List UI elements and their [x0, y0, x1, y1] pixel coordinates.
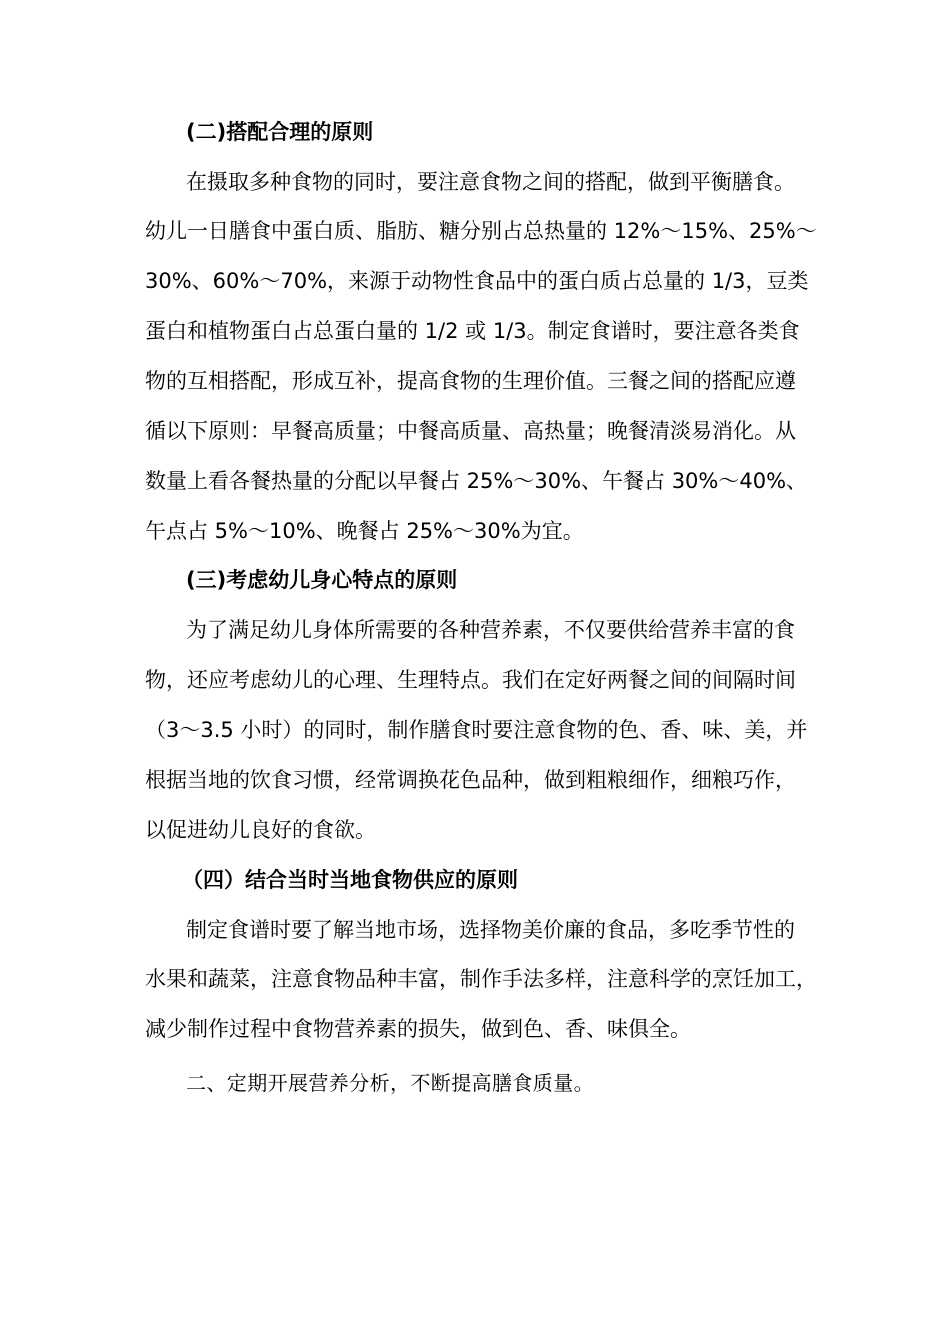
section-heading-3: (三)考虑幼儿身心特点的原则	[186, 568, 458, 592]
paragraph-line: 午点占 5%～10%、晚餐占 25%～30%为宜。	[145, 519, 584, 543]
paragraph-line: 蛋白和植物蛋白占总蛋白量的 1/2 或 1/3。制定食谱时，要注意各类食	[145, 319, 800, 343]
paragraph-line: 物的互相搭配，形成互补，提高食物的生理价值。三餐之间的搭配应遵	[145, 369, 796, 393]
paragraph-line: 制定食谱时要了解当地市场，选择物美价廉的食品，多吃季节性的	[186, 918, 795, 942]
paragraph-line: 减少制作过程中食物营养素的损失，做到色、香、味俱全。	[145, 1017, 691, 1041]
paragraph-line: 循以下原则：早餐高质量；中餐高质量、高热量；晚餐清淡易消化。从	[145, 419, 796, 443]
paragraph-line: 根据当地的饮食习惯，经常调换花色品种，做到粗粮细作，细粮巧作，	[145, 768, 796, 792]
paragraph-line: 幼儿一日膳食中蛋白质、脂肪、糖分别占总热量的 12%～15%、25%～	[145, 219, 817, 243]
paragraph-line: 30%、60%～70%，来源于动物性食品中的蛋白质占总量的 1/3，豆类	[145, 269, 809, 293]
paragraph-line: 水果和蔬菜，注意食物品种丰富，制作手法多样，注意科学的烹饪加工，	[145, 967, 817, 991]
paragraph-line: 为了满足幼儿身体所需要的各种营养素，不仅要供给营养丰富的食	[186, 618, 795, 642]
paragraph-line: 以促进幼儿良好的食欲。	[145, 818, 376, 842]
final-heading: 二、定期开展营养分析，不断提高膳食质量。	[186, 1071, 594, 1095]
section-heading-4: （四）结合当时当地食物供应的原则	[182, 868, 518, 892]
section-heading-2: (二)搭配合理的原则	[186, 120, 374, 144]
paragraph-line: 数量上看各餐热量的分配以早餐占 25%～30%、午餐占 30%～40%、	[145, 469, 808, 493]
paragraph-line: 物，还应考虑幼儿的心理、生理特点。我们在定好两餐之间的间隔时间	[145, 668, 796, 692]
paragraph-line: （3～3.5 小时）的同时，制作膳食时要注意食物的色、香、味、美，并	[145, 718, 808, 742]
paragraph-line: 在摄取多种食物的同时，要注意食物之间的搭配，做到平衡膳食。	[186, 170, 795, 194]
